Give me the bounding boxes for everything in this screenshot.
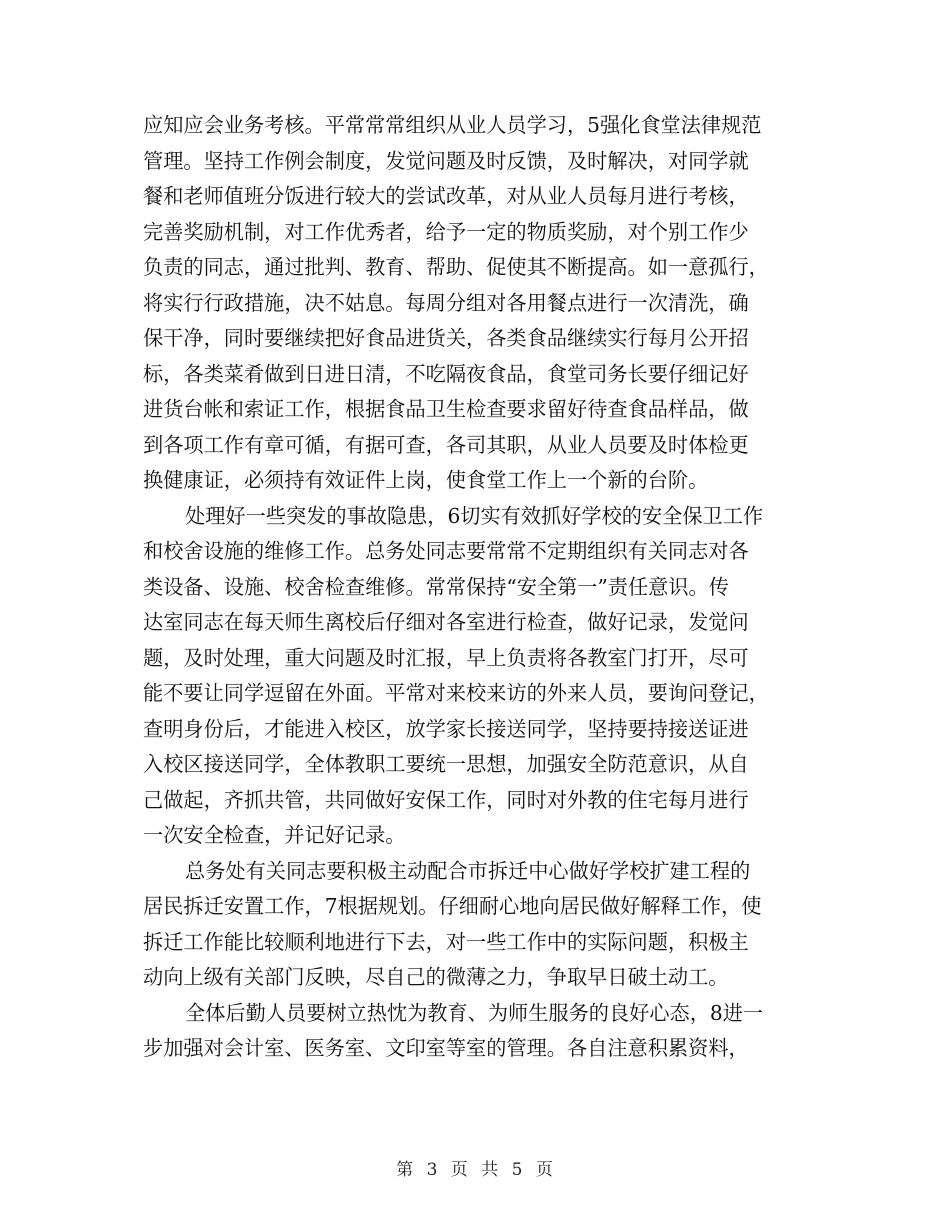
text-line: 完善奖励机制，对工作优秀者，给予一定的物质奖励，对个别工作少 (143, 219, 749, 244)
text-line: 换健康证，必须持有效证件上岗，使食堂工作上一个新的台阶。 (143, 468, 709, 492)
page-footer: 第 3 页 共 5 页 (396, 1160, 554, 1180)
text-line: 应知应会业务考核。平常常常组织从业人员学习，5强化食堂法律规范 (143, 113, 762, 137)
text-line: 标，各类菜肴做到日进日清，不吃隔夜食品，食堂司务长要仔细记好 (143, 361, 749, 386)
text-line: 全体后勤人员要树立热忱为教育、为师生服务的良好心态，8进一 (185, 1000, 764, 1025)
text-line: 拆迁工作能比较顺利地进行下去，对一些工作中的实际问题，积极主 (143, 929, 749, 954)
text-line: 处理好一些突发的事故隐患，6切实有效抓好学校的安全保卫工作 (185, 503, 764, 528)
text-line: 总务处有关同志要积极主动配合市拆迁中心做好学校扩建工程的 (185, 858, 751, 883)
text-line: 己做起，齐抓共管，共同做好安保工作，同时对外教的住宅每月进行 (143, 787, 749, 812)
text-line: 题，及时处理，重大问题及时汇报，早上负责将各教室门打开，尽可 (143, 645, 749, 670)
text-line: 查明身份后，才能进入校区，放学家长接送同学，坚持要持接送证进 (143, 716, 749, 741)
text-line: 一次安全检查，并记好记录。 (143, 823, 406, 847)
document-body (143, 108, 809, 1067)
text-line: 负责的同志，通过批判、教育、帮助、促使其不断提高。如一意孤行， (143, 255, 769, 279)
text-line: 能不要让同学逗留在外面。平常对来校来访的外来人员，要询问登记， (143, 681, 769, 705)
text-line: 进货台帐和索证工作，根据食品卫生检查要求留好待查食品样品，做 (143, 397, 749, 421)
text-line: 管理。坚持工作例会制度，发觉问题及时反馈，及时解决，对同学就 (143, 148, 749, 173)
text-line: 居民拆迁安置工作，7根据规划。仔细耐心地向居民做好解释工作，使 (143, 894, 762, 918)
text-line: 达室同志在每天师生离校后仔细对各室进行检查，做好记录，发觉问 (143, 610, 749, 634)
text-line: 和校舍设施的维修工作。总务处同志要常常不定期组织有关同志对各 (143, 539, 749, 563)
text-line: 步加强对会计室、医务室、文印室等室的管理。各自注意积累资料， (143, 1036, 749, 1060)
text-line: 入校区接送同学，全体教职工要统一思想，加强安全防范意识，从自 (143, 752, 749, 776)
text-line: 到各项工作有章可循，有据可查，各司其职，从业人员要及时体检更 (143, 432, 749, 457)
text-line: 保干净，同时要继续把好食品进货关，各类食品继续实行每月公开招 (143, 326, 749, 350)
text-line: 类设备、设施、校舍检查维修。常常保持“安全第一”责任意识。传 (143, 574, 729, 599)
text-line: 将实行行政措施，决不姑息。每周分组对各用餐点进行一次清洗，确 (143, 290, 749, 315)
text-line: 餐和老师值班分饭进行较大的尝试改革，对从业人员每月进行考核， (143, 184, 749, 208)
text-line: 动向上级有关部门反映，尽自己的微薄之力，争取早日破土动工。 (143, 965, 729, 989)
